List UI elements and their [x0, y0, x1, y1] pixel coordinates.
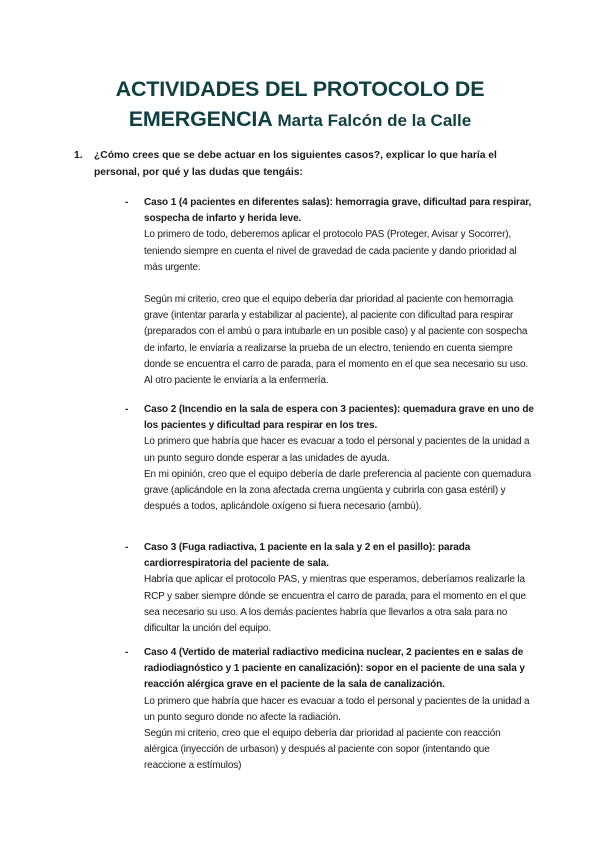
bullet-dash: -: [125, 542, 129, 553]
bullet-dash: -: [125, 404, 129, 415]
question-item: [74, 148, 524, 181]
question-number: 1.: [74, 150, 83, 161]
case-paragraph: Lo primero que habría que hacer es evacuar a todo el personal y pacientes de la unidad a un punto seguro donde no afecte la radiación.: [144, 695, 530, 723]
case-paragraph: En mi opinión, creo que el equipo debería de darle preferencia al paciente con quemadura grave (aplicándole en la zona afectada crema ungüenta y cubrirla con gasa estéril) y después a todos, aplicándole oxígeno si fuera necesario (ambú).: [144, 468, 532, 513]
question-text: ¿Cómo crees que se debe actuar en los siguientes casos?, explicar lo que haría el personal, por qué y las dudas que tengáis:: [94, 150, 497, 178]
author-name: Marta Falcón de la Calle: [277, 111, 472, 130]
case-2: [125, 402, 534, 515]
bullet-dash: -: [125, 647, 129, 658]
title-line-2: [80, 104, 520, 136]
case-heading: Caso 2 (Incendio en la sala de espera con 3 pacientes): quemadura grave en uno de los pacientes y dificultad para respirar en los tres.: [144, 404, 534, 432]
case-4: [125, 645, 534, 775]
case-paragraph: Según mi criterio, creo que el equipo debería dar prioridad al paciente con reacción alérgica (inyección de urbason) y después al paciente con sopor (intentando que reaccione a estímulos): [144, 728, 501, 772]
case-1: [125, 195, 534, 389]
case-heading: Caso 1 (4 pacientes en diferentes salas): hemorragia grave, dificultad para respirar, sospecha de infarto y herida leve.: [144, 197, 532, 225]
case-paragraph: Según mi criterio, creo que el equipo debería dar prioridad al paciente con hemorragia grave (intentar pararla y estabilizar al paciente), al paciente con dificultad para respirar (preparados con el ambú o para intubarle en un posible caso) y al paciente con sospecha de infarto, le enviaría a realizarse la prueba de un electro, teniendo en cuenta siempre donde se encuentra el carro de parada, para el momento en el que sea necesario su uso. Al otro paciente le enviaría a la enfermería.: [144, 294, 529, 387]
case-paragraph: Lo primero que habría que hacer es evacuar a todo el personal y pacientes de la unidad a un punto seguro donde esperar a las unidades de ayuda.: [144, 436, 530, 464]
title-emergencia: EMERGENCIA: [128, 107, 272, 131]
case-3: [125, 540, 534, 637]
title-line-1: ACTIVIDADES DEL PROTOCOLO DE: [115, 77, 485, 101]
case-heading: Caso 4 (Vertido de material radiactivo medicina nuclear, 2 pacientes en e salas de radiodiagnóstico y 1 paciente en canalización): sopor en el paciente de una sala y reacción alérgica grave en el paciente de la sala de canalización.: [144, 647, 525, 691]
case-heading: Caso 3 (Fuga radiactiva, 1 paciente en la sala y 2 en el pasillo): parada cardiorrespiratoria del paciente de sala.: [144, 542, 471, 570]
case-paragraph: Habría que aplicar el protocolo PAS, y mientras que esperamos, deberíamos realizarle la RCP y saber siempre dónde se encuentra el carro de parada, para el momento en el que sea necesario su uso. A los demás pacientes habría que llevarlos a otra sala para no dificultar la unción del equipo.: [144, 574, 526, 635]
document-title: [80, 74, 520, 136]
case-paragraph: Lo primero de todo, deberemos aplicar el protocolo PAS (Proteger, Avisar y Socorrer), teniendo siempre en cuenta el nivel de gravedad de cada paciente y dando prioridad al más urgente.: [144, 229, 517, 273]
bullet-dash: -: [125, 197, 129, 208]
